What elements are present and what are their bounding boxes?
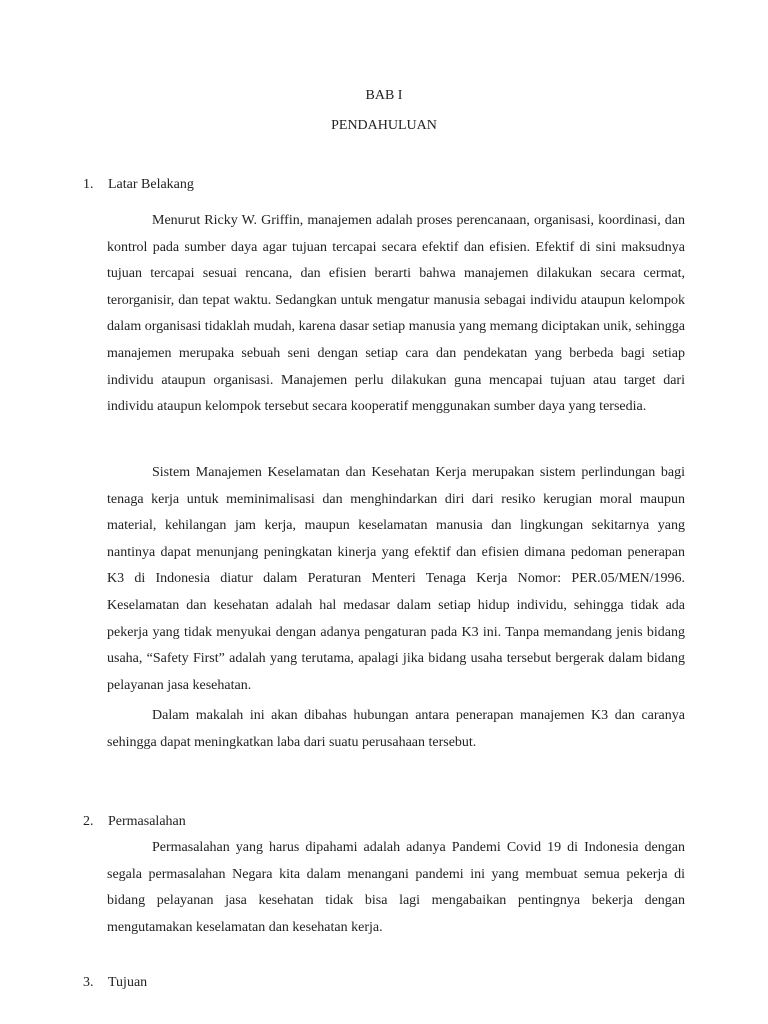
paragraph-griffin-definition: Menurut Ricky W. Griffin, manajemen adalah proses perencanaan, organisasi, koordinasi, dan kontrol pada sumber daya agar tujuan tercapai secara efektif dan efisien. Efektif di sini maksudnya tujuan tercapai sesuai rencana, dan efisien berarti bahwa manajemen dilakukan secara cermat, terorganisir, dan tepat waktu. Sedangkan untuk mengatur manusia sebagai individu ataupun kelompok dalam organisasi tidaklah mudah, karena dasar setiap manusia yang memang diciptakan unik, sehingga manajemen merupaka sebuah seni dengan setiap cara dan pendekatan yang berbeda bagi setiap individu ataupun organisasi. Manajemen perlu dilakukan guna mencapai tujuan atau target dari individu ataupun kelompok tersebut secara kooperatif menggunakan sumber daya yang tersedia. <box>107 213 685 415</box>
section-title: Latar Belakang <box>108 177 194 192</box>
section-title: Permasalahan <box>108 814 186 829</box>
paragraph-makalah-scope: Dalam makalah ini akan dibahas hubungan antara penerapan manajemen K3 dan caranya sehingga dapat meningkatkan laba dari suatu perusahaan tersebut. <box>107 708 685 750</box>
chapter-number: BAB I <box>365 88 403 103</box>
paragraph-sistem-k3: Sistem Manajemen Keselamatan dan Kesehatan Kerja merupakan sistem perlindungan bagi tenaga kerja untuk meminimalisasi dan menghindarkan diri dari resiko kerugian moral maupun material, kehilangan jam kerja, maupun keselamatan manusia dan lingkungan sekitarnya yang nantinya dapat menunjang peningkatan kinerja yang efektif dan efisien dimana pedoman penerapan K3 di Indonesia diatur dalam Peraturan Menteri Tenaga Kerja Nomor: PER.05/MEN/1996. Keselamatan dan kesehatan adalah hal medasar dalam setiap hidup individu, sehingga tidak ada pekerja yang tidak menyukai dengan adanya pengaturan pada K3 ini. Tanpa memandang jenis bidang usaha, “Safety First” adalah yang terutama, apalagi jika bidang usaha tersebut bergerak dalam bidang pelayanan jasa kesehatan. <box>107 465 685 693</box>
section-number: 1. <box>83 177 94 192</box>
section-number: 3. <box>83 975 94 990</box>
chapter-title: PENDAHULUAN <box>331 118 437 133</box>
paragraph-permasalahan: Permasalahan yang harus dipahami adalah adanya Pandemi Covid 19 di Indonesia dengan segala permasalahan Negara kita dalam menangani pandemi ini yang membuat semua pekerja di bidang pelayanan jasa kesehatan tidak bisa lagi mengabaikan pentingnya bekerja dengan mengutamakan keselamatan dan kesehatan kerja. <box>107 840 685 935</box>
section-title: Tujuan <box>108 975 148 990</box>
section-number: 2. <box>83 814 94 829</box>
